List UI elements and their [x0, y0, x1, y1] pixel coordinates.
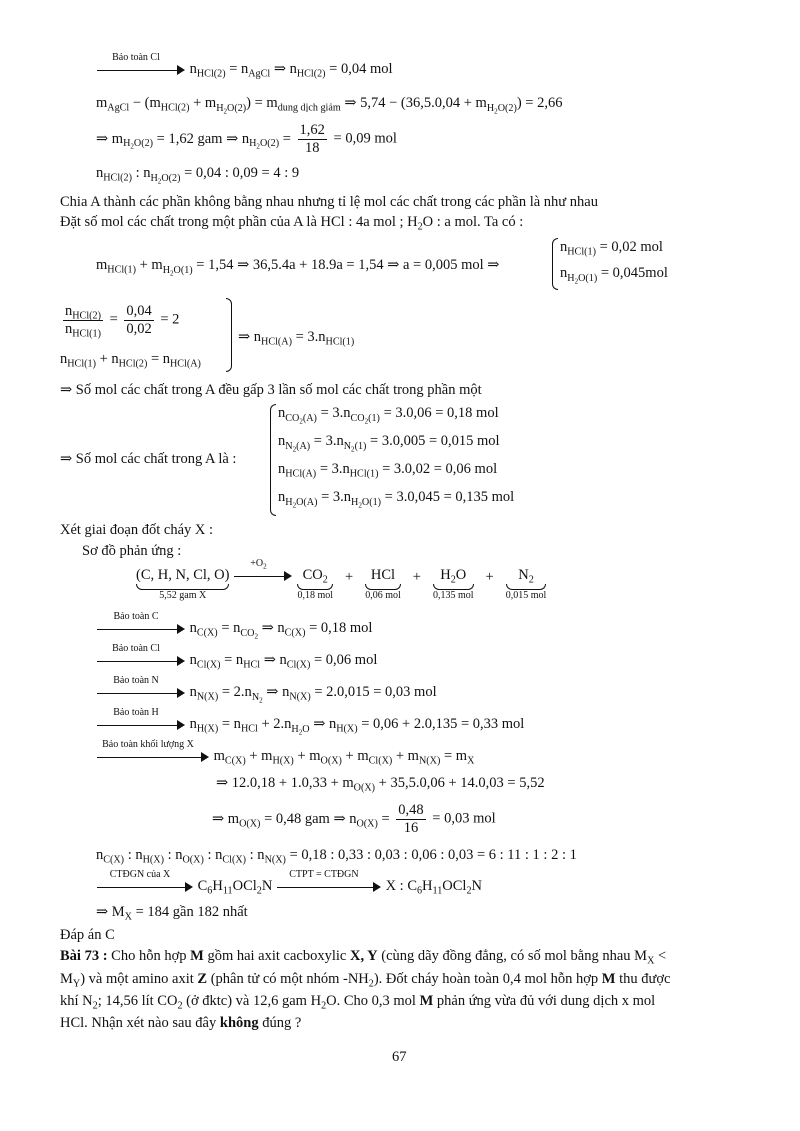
eq-molar-mass: ⇒ $M_X = 184$ gần 182 nhất [96, 904, 248, 923]
eq-sum: $n_{HCl(1)} + n_{HCl(2)} = n_{HCl(A)}$ [60, 351, 201, 370]
conservation-arrow: Bảo toàn C [97, 624, 185, 634]
eq-result: ⇒ $n_{HCl(A)} = 3.n_{HCl(1)}$ [238, 329, 355, 348]
system-line: $n_{H_2O(1)} = 0,045mol$ [560, 265, 668, 286]
text-paragraph: ⇒ Số mol các chất trong A đều gấp 3 lần số mol các chất trong phần một [60, 382, 482, 398]
reactant: (C, H, N, Cl, O) 5,52 gam X [136, 567, 230, 601]
text-paragraph: Chia A thành các phần không bằng nhau nhưng tỉ lệ mol các chất trong các phần là như nhau [60, 194, 598, 210]
eq-bao-toan-cl-1: Bảo toàn Cl $n_{HCl(2)} = n_{AgCl}$ ⇒ $n_{HCl(2)} = 0,04$ mol [96, 60, 393, 78]
system-line: $n_{CO_2(A)} = 3.n_{CO_2(1)} = 3.0,06 = 0,18$ mol [278, 405, 499, 426]
fraction: $\frac{0,04}{0,02}$ [126, 303, 152, 337]
eq-part-one: $m_{HCl(1)} + m_{H_2O(1)} = 1,54$ ⇒ 36,5.4a + 18.9a = 1,54 ⇒ a = 0,005 mol ⇒ [96, 257, 500, 278]
eq-bao-toan-h: Bảo toàn H $n_{H(X)} = n_{HCl} + 2.n_{H_2O}$ ⇒ $n_{H(X)} = 0,06 + 2.0,135 = 0,33$ mol [96, 715, 524, 733]
fraction: $\frac{n_{HCl(2)}}{n_{HCl(1)}}$ [65, 303, 101, 340]
right-brace [226, 298, 232, 372]
eq-bao-toan-cl: Bảo toàn Cl $n_{Cl(X)} = n_{HCl}$ ⇒ $n_{Cl(X)} = 0,06$ mol [96, 651, 377, 669]
eq-water-mass: ⇒ $m_{H_2O(2)} = 1,62$ gam ⇒ $n_{H_2O(2)}$ = $\frac{1,62}{18}$ = 0,09 mol [96, 122, 397, 156]
problem-line: khí $N_2$; 14,56 lít $CO_2$ (ở đktc) và 12,6 gam $H_2O$. Cho 0,3 mol M phản ứng vừa đủ với dung dịch x mol [60, 993, 656, 1012]
system-line: $n_{N_2(A)} = 3.n_{N_2(1)} = 3.0,005 = 0,015$ mol [278, 433, 500, 454]
eq-substitution: ⇒ $12.0,18 + 1.0,33 + m_{O(X)} + 35,5.0,06 + 14.0,03 = 5,52$ [216, 775, 545, 794]
conservation-arrow: CTPT = CTĐGN [277, 882, 381, 892]
conservation-arrow: Bảo toàn N [97, 688, 185, 698]
system-line: $n_{HCl(1)} = 0,02$ mol [560, 239, 663, 258]
text-paragraph: Đặt số mol các chất trong một phần của A là HCl : 4a mol ; $H_2O$ : a mol. Ta có : [60, 214, 524, 233]
conservation-arrow: CTĐGN của X [97, 882, 193, 892]
problem-line: $M_Y$) và một amino axit Z (phân tử có một nhóm $-NH_2$). Đốt cháy hoàn toàn 0,4 mol hỗn hợp M thu được [60, 971, 671, 990]
left-brace [270, 404, 276, 516]
eq-oxygen: ⇒ $m_{O(X)} = 0,48$ gam ⇒ $n_{O(X)}$ = $\frac{0,48}{16}$ = 0,03 mol [212, 802, 496, 836]
conservation-arrow: Bảo toàn khối lượng X [97, 752, 209, 762]
text-paragraph: Sơ đồ phản ứng : [82, 543, 182, 559]
fraction: $\frac{1,62}{18}$ [299, 122, 325, 156]
eq-bao-toan-c: Bảo toàn C $n_{C(X)} = n_{CO_2}$ ⇒ $n_{C(X)} = 0,18$ mol [96, 619, 372, 637]
system-line: $n_{H_2O(A)} = 3.n_{H_2O(1)} = 3.0,045 = 0,135$ mol [278, 489, 515, 510]
product: $N_2$ 0,015 mol [505, 567, 547, 601]
text-lead: ⇒ Số mol các chất trong A là : [60, 451, 237, 467]
eq-bao-toan-khoi-luong: Bảo toàn khối lượng X $m_{C(X)} + m_{H(X)} + m_{O(X)} + m_{Cl(X)} + m_{N(X)} = m_X$ [96, 747, 474, 765]
problem-line: HCl. Nhận xét nào sau đây không đúng ? [60, 1015, 302, 1031]
page-number: 67 [392, 1049, 407, 1065]
product: HCl 0,06 mol [365, 567, 401, 601]
product: $CO_2$ 0,18 mol [297, 567, 334, 601]
conservation-arrow: Bảo toàn H [97, 720, 185, 730]
eq-bao-toan-n: Bảo toàn N $n_{N(X)} = 2.n_{N_2}$ ⇒ $n_{N(X)} = 2.0,015 = 0,03$ mol [96, 683, 437, 701]
reaction-arrow: $+O_2$ [234, 571, 292, 581]
eq-formula: CTĐGN của X $C_6H_{11}OCl_2N$ CTPT = CTĐGN X : $C_6H_{11}OCl_2N$ [96, 877, 482, 895]
answer: Đáp án C [60, 927, 115, 943]
fraction: $\frac{0,48}{16}$ [398, 802, 424, 836]
product: $H_2O$ 0,135 mol [432, 567, 474, 601]
eq-mole-ratio: $n_{HCl(2)}$ : $n_{H_2O(2)} = 0,04$ : 0,09 = 4 : 9 [96, 165, 300, 186]
eq-ratio: $\frac{n_{HCl(2)}}{n_{HCl(1)}}$ = $\frac{0,04}{0,02}$ = 2 [65, 303, 180, 340]
reaction-scheme: (C, H, N, Cl, O) 5,52 gam X $+O_2$ $CO_2$ 0,18 mol + HCl 0,06 mol + $H_2O$ 0,135 mol + $N_2$ 0,015 mol [136, 558, 547, 601]
conservation-arrow: Bảo toàn Cl [97, 656, 185, 666]
text-paragraph: Xét giai đoạn đốt cháy X : [60, 522, 214, 538]
conservation-arrow: Bảo toàn Cl [97, 65, 185, 75]
left-brace [552, 238, 558, 290]
problem-line: Bài 73 : Cho hỗn hợp M gồm hai axit cacboxylic X, Y (cùng dãy đồng đẳng, có số mol bằng nhau $M_X$ < [60, 948, 667, 967]
eq-mass-balance: $m_{AgCl} - (m_{HCl(2)} + m_{H_2O(2)}) = m_{dung dịch giảm}$ ⇒ $5,74 - (36,5.0,04 + m_{H_2O(2)}) = 2,66$ [96, 95, 563, 116]
eq-atom-ratio: $n_{C(X)}$ : $n_{H(X)}$ : $n_{O(X)}$ : $n_{Cl(X)}$ : $n_{N(X)} = 0,18$ : 0,33 : 0,03 : 0,06 : 0,03 = 6 : 11 : 1 : 2 : 1 [96, 847, 577, 866]
system-line: $n_{HCl(A)} = 3.n_{HCl(1)} = 3.0,02 = 0,06$ mol [278, 461, 498, 480]
